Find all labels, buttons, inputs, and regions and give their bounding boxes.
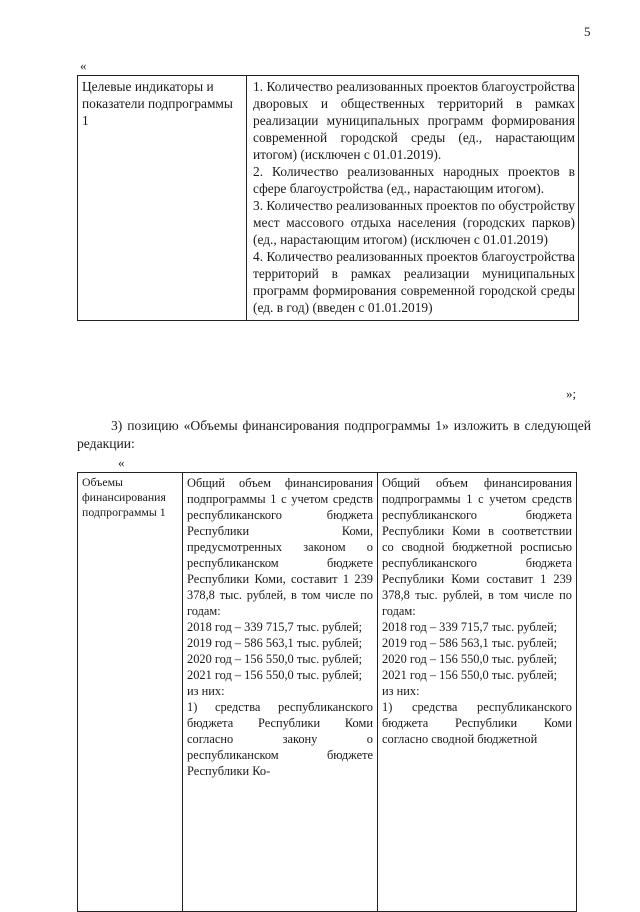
law-year-2019: 2019 год – 586 563,1 тыс. рублей; bbox=[187, 636, 363, 650]
financing-law-column bbox=[183, 473, 378, 912]
opening-quote-1: « bbox=[80, 58, 87, 73]
indicator-item-2: 2. Количество реализованных народных проектов в сфере благоустройства (ед., нарастающим итогом). bbox=[253, 164, 575, 196]
law-source-1: 1) средства республиканского бюджета Республики Коми согласно закону о республиканском бюджете Республики Ко- bbox=[187, 700, 373, 778]
financing-label: Объемы финансирования подпрограммы 1 bbox=[78, 473, 183, 912]
financing-table bbox=[77, 472, 577, 912]
page-number: 5 bbox=[584, 24, 591, 39]
law-total: Общий объем финансирования подпрограммы 1 с учетом средств республиканского бюджета Республики Коми, предусмотренных законом о республиканском бюджете Республики Коми, составит 1 239 378,8 тыс. рублей, в том числе по годам: bbox=[187, 476, 373, 618]
law-year-2018: 2018 год – 339 715,7 тыс. рублей; bbox=[187, 620, 363, 634]
budget-of-which: из них: bbox=[382, 684, 420, 698]
opening-quote-2: « bbox=[118, 455, 125, 470]
budget-year-2020: 2020 год – 156 550,0 тыс. рублей; bbox=[382, 652, 558, 666]
budget-year-2018: 2018 год – 339 715,7 тыс. рублей; bbox=[382, 620, 558, 634]
closing-quote-semicolon: »; bbox=[566, 386, 577, 401]
indicator-item-4: 4. Количество реализованных проектов благоустройства территорий в рамках реализации муниципальных программ формирования современной городской среды (ед. в год) (введен с 01.01.2019) bbox=[253, 249, 575, 315]
budget-source-1: 1) средства республиканского бюджета Республики Коми согласно сводной бюджетной bbox=[382, 700, 572, 746]
law-year-2021: 2021 год – 156 550,0 тыс. рублей; bbox=[187, 668, 363, 682]
target-indicators-list bbox=[247, 76, 579, 321]
indicator-item-3: 3. Количество реализованных проектов по обустройству мест массового отдыха населения (городских парков) (ед., нарастающим итогом) (исключен с 01.01.2019) bbox=[253, 198, 575, 247]
instruction-paragraph bbox=[77, 417, 591, 453]
target-indicators-label: Целевые индикаторы и показатели подпрограммы 1 bbox=[78, 76, 247, 321]
financing-budget-column bbox=[378, 473, 577, 912]
law-year-2020: 2020 год – 156 550,0 тыс. рублей; bbox=[187, 652, 363, 666]
budget-year-2019: 2019 год – 586 563,1 тыс. рублей; bbox=[382, 636, 558, 650]
budget-year-2021: 2021 год – 156 550,0 тыс. рублей; bbox=[382, 668, 558, 682]
target-indicators-table bbox=[77, 75, 579, 321]
law-of-which: из них: bbox=[187, 684, 225, 698]
instruction-text: 3) позицию «Объемы финансирования подпрограммы 1» изложить в следующей редакции: bbox=[77, 418, 591, 451]
budget-total: Общий объем финансирования подпрограммы 1 с учетом средств республиканского бюджета Республики Коми в соответствии со сводной бюджетной росписью республиканского бюджета Республики Коми составит 1 239 378,8 тыс. рублей, в том числе по годам: bbox=[382, 476, 572, 618]
indicator-item-1: 1. Количество реализованных проектов благоустройства дворовых и общественных территорий в рамках реализации муниципальных программ формирования современной городской среды (ед., нарастающим итогом) (исключен с 01.01.2019). bbox=[253, 79, 575, 162]
